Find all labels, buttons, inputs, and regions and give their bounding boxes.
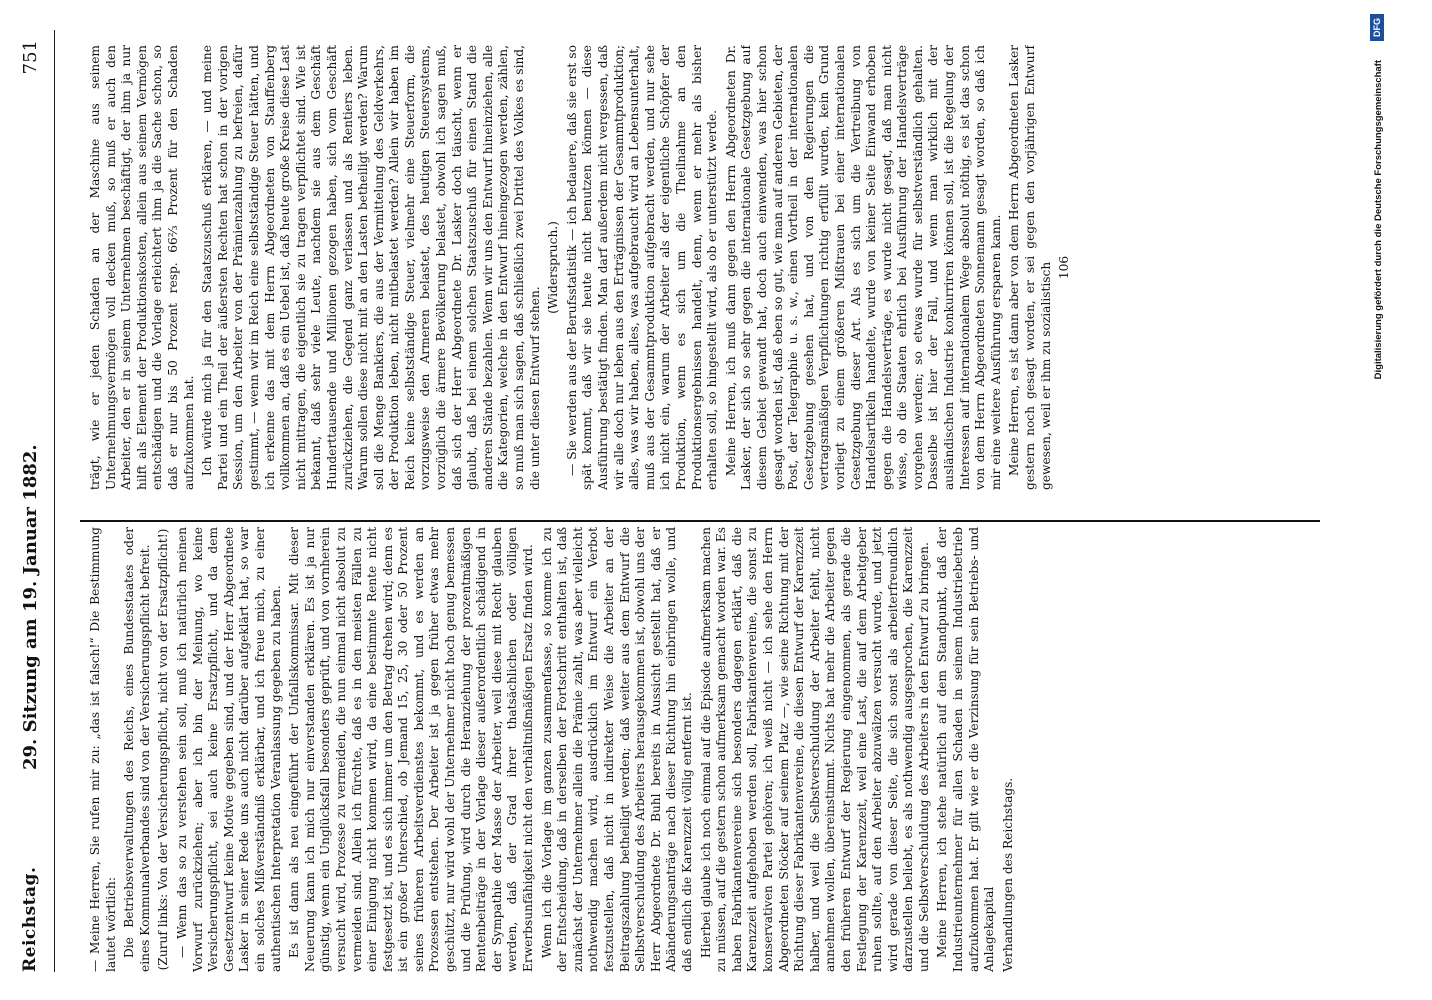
- column-divider: [80, 520, 1320, 522]
- paragraph: Hierbei glaube ich noch einmal auf die Episode aufmerksam machen zu müssen, auf die gestern schon aufmerksam gemacht worden war. Es haben Fabrikantenvereine sich besonders dagegen erklärt, daß die Karenzzeit aufgehoben werden soll, Fabrikantenvereine, die sonst zu konservativen Partei gehören; ich weiß nicht — ich sehe den Herrn Abgeordneten Stöcker auf seinem Platz —, wie seine Richtung mit der Richtung dieser Fabrikantenvereine, die diesen Entwurf der Karenzzeit halber, und weil die Selbstverschuldung der Arbeiter fehlt, nicht annehmen wollen, übereinstimmt. Nichts hat mehr die Arbeiter gegen den früheren Entwurf der Regierung eingenommen, als gerade die Festlegung der Karenzzeit, weil eine Last, die auf dem Arbeitgeber ruhen sollte, auf den Arbeiter abzuwälzen versucht wurde, und jetzt wird gerade von dieser Seite, die sich sonst als arbeiterfreundlich darzustellen beliebt, es als nothwendig ausgesprochen, die Karenzzeit und die Selbstverschuldung des Arbeiters in den Entwurf zu bringen.: [698, 527, 931, 972]
- paragraph: Es ist dann als neu eingeführt der Unfallskommissar. Mit dieser Neuerung kann ich mich nur einverstanden erklären. Es ist ja nur günstig, wenn ein Unglücksfall besonders geprüft, und von vornherein versucht wird, Prozesse zu vermeiden, die nun einmal nicht absolut zu vermeiden sind. Allein ich fürchte, daß es in den meisten Fällen zu einer Einigung nicht kommen wird, da eine bestimmte Rente nicht festgesetzt ist, und es sich immer um den Betrag drehen wird; denn es ist ein großer Unterschied, ob Jemand 15, 25, 30 oder 50 Prozent seines früheren Arbeitsverdienstes bekommt, und es werden an Prozessen entstehen. Der Arbeiter ist ja gegen früher etwas mehr geschützt, nur wird wohl der Unternehmer nicht hoch genug bemessen und die Prüfung, wird durch die Heranziehung der prozentmäßigen Rentenbeiträge in der Vorlage dieser außerordentlich schädigend in der Sympathie der Masse der Arbeiter, weil diese mit Recht glauben werden, daß der Grad ihrer thatsächlichen oder völligen Erwerbsunfähigkeit nicht den verhältnißmäßigen Ersatz finden wird.: [287, 527, 536, 972]
- right-column: [88, 45, 1308, 490]
- paragraph: Ich würde mich ja für den Staatszuschuß erklären, — und meine Partei und ein Theil der äußersten Rechten hat schon in der vorigen Session, um den Arbeiter von der Prämienzahlung zu befreien, dafür gestimmt, — wenn wir im Reich eine selbstständige Steuer hätten, und ich erkenne das mit dem Herrn Abgeordneten von Stauffenberg vollkommen an, daß es ein Uebel ist, daß heute große Kreise diese Last nicht mittragen, die eigentlich sie zu tragen verpflichtet sind. Wie ist bekannt, daß sehr viele Leute, nachdem sie aus dem Geschäft Hunderttausende und Millionen gezogen haben, sich vom Geschäft zurückziehen, die Gegend ganz verlassen und als Rentiers leben. Warum sollen diese nicht mit an den Lasten betheiligt werden? Warum soll die Menge Bankiers, die aus der Vermittelung des Geldverkehrs, der Produktion leben, nicht mitbelastet werden? Allein wir haben im Reich keine selbstständige Steuer, vielmehr eine Steuerform, die vorzugsweise den Armeren belastet, des heutigen Steuersystems, vorzüglich die ärmere Bevölkerung belastet, obwohl ich sagen muß, daß sich der Herr Abgeordnete Dr. Lasker doch täuscht, wenn er glaubt, daß bei einem solchen Staatszuschuß für einen Stand die anderen Stände bezahlen. Wenn wir uns den Entwurf hineinziehen, alle die Kategorien, welche in den Entwurf hineingezogen werden, zählen, so muß man sich sagen, daß schließlich zwei Drittel des Volkes es sind, die unter diesen Entwurf stehen.: [200, 45, 542, 490]
- paragraph: Meine Herren, ich muß dann gegen den Herrn Abgeordneten Dr. Lasker, der sich so sehr gegen die internationale Gesetzgebung auf diesem Gebiet gewandt hat, doch auch einwenden, was hier schon gesagt worden ist, daß eben so gut, wie man auf anderen Gebieten, der Post, der Telegraphie u. s. w., einen Vortheil in der internationalen Gesetzgebung gesehen hat, und von den Regierungen die vertragsmäßigen Verpflichtungen richtig erfüllt wurden, kein Grund vorliegt zu einem größeren Mißtrauen bei einer internationalen Gesetzgebung dieser Art. Als es sich um die Vertreibung von Handelsartikeln handelte, wurde von keiner Seite Einwand erhoben gegen die Handelsverträge, es wurde nicht gesagt, daß man nicht wisse, ob die Staaten ehrlich bei Ausführung der Handelsverträge vorgehen werden; so etwas wurde für selbstverständlich gehalten. Dasselbe ist hier der Fall, und wenn man wirklich mit der ausländischen Industrie konkurriren können soll, ist die Regelung der Interessen auf internationalem Wege absolut nöthig, es ist das schon von dem Herrn Abgeordneten Sonnemann gesagt worden, so daß ich mir eine weitere Ausführung ersparen kann.: [723, 45, 1003, 490]
- page-number: 751: [20, 40, 41, 75]
- paragraph: — Sie werden aus der Berufsstatistik — ich bedauere, daß sie erst so spät kommt, daß wir sie heute nicht benutzen können — diese Ausführung bestätigt finden. Man darf außerdem nicht vergessen, daß wir alle doch nur leben aus den Erträgnissen der Gesammtproduktion; alles, was wir haben, alles, was aufgebraucht wird an Lebensunterhalt, muß aus der Gesammtproduktion aufgebracht werden, und nur sehe ich nicht ein, warum der Arbeiter als der eigentliche Schöpfer der Produktion, wenn es sich um die Theilnahme an den Produktionsergebnissen handelt, denn, wenn er mehr als bisher erhalten soll, so hingestellt wird, als ob er unterstützt werde.: [564, 45, 720, 490]
- paragraph: trägt, wie er jeden Schaden an der Maschine aus seinem Unternehmungsvermögen voll decken muß, so muß er auch den Arbeiter, den er in seinem Unternehmen beschäftigt, der ihm ja nur hilft als Element der Produktionskosten, allein aus seinem Vermögen entschädigen und die Vorlage erleichtert ihm ja die Sache schon, so daß er nur bis 50 Prozent resp. 66⅔ Prozent für den Schaden aufzukommen hat.: [88, 45, 196, 490]
- digitization-note: Digitalisierung gefördert durch die Deutsche Forschungsgemeinschaft: [1373, 60, 1384, 380]
- header-rule: [54, 30, 55, 972]
- digitization-footer: [1370, 0, 1388, 1000]
- interjection: (Zuruf links: Von der Versicherungspflicht, nicht von der Ersatzpflicht!): [156, 528, 171, 971]
- dfg-logo: DFG: [1370, 14, 1384, 41]
- paragraph: Wenn ich die Vorlage im ganzen zusammenfasse, so komme ich zu der Entscheidung, daß in derselben der Fortschritt enthalten ist, daß zunächst der Unternehmer allein die Prämie zahlt, was aber vielleicht nothwendig machen wird, ausdrücklich im Entwurf ein Verbot festzustellen, daß nicht in indirekter Weise die Arbeiter an der Beitragszahlung betheiligt werden; daß weiter aus dem Entwurf die Selbstverschuldung des Arbeiters herausgekommen ist, obwohl uns der Herr Abgeordnete Dr. Buhl bereits in Aussicht gestellt hat, daß er Abänderungsanträge nach dieser Richtung hin einbringen wolle, und daß endlich die Karenzzeit völlig entfernt ist.: [539, 527, 694, 972]
- paragraph: — Wenn das so zu verstehen sein soll, muß ich natürlich meinen Vorwurf zurückziehen; aber ich bin der Meinung, wo keine Versicherungspflicht, sei auch keine Ersatzpflicht, und da dem Gesetzentwurf keine Motive gegeben sind, und der Herr Abgeordnete Lasker in seiner Rede uns auch nicht darüber aufgeklärt hat, so war ein solches Mißverständniß erklärbar, und ich freue mich, zu einer authentischen Interpretation Veranlassung gegeben zu haben.: [174, 527, 283, 972]
- signature-mark: 106: [1057, 255, 1072, 280]
- paragraph: Die Betriebsverwaltungen des Reichs, eines Bundesstaates oder eines Kommunalverbandes sind von der Versicherungspflicht befreit.: [122, 527, 152, 972]
- paragraph: Meine Herren, es ist dann aber von dem Herrn Abgeordneten Lasker gestern noch gesagt worden, er sei gegen den vorjährigen Entwurf gewesen, weil er ihm zu sozialistisch: [1007, 45, 1053, 490]
- running-head-left: Reichstag.: [20, 866, 40, 972]
- left-column: [88, 527, 1308, 972]
- paragraph: Meine Herren, ich stehe natürlich auf dem Standpunkt, daß der Industrieunternehmer für allen Schaden in seinem Industriebetrieb aufzukommen hat. Er gilt wie er die Verzinsung für sein Betriebs- und Anlagekapital: [935, 527, 997, 972]
- running-head-title: 29. Sitzung am 19. Januar 1882.: [20, 444, 41, 770]
- page-header: [20, 0, 70, 1000]
- paragraph: — Meine Herren, Sie rufen mir zu: „das ist falsch!“ Die Bestimmung lautet wörtlich:: [88, 527, 118, 972]
- interjection: (Widerspruch.): [546, 221, 561, 314]
- footer-signature-line: Verhandlungen des Reichstags.: [1000, 777, 1015, 972]
